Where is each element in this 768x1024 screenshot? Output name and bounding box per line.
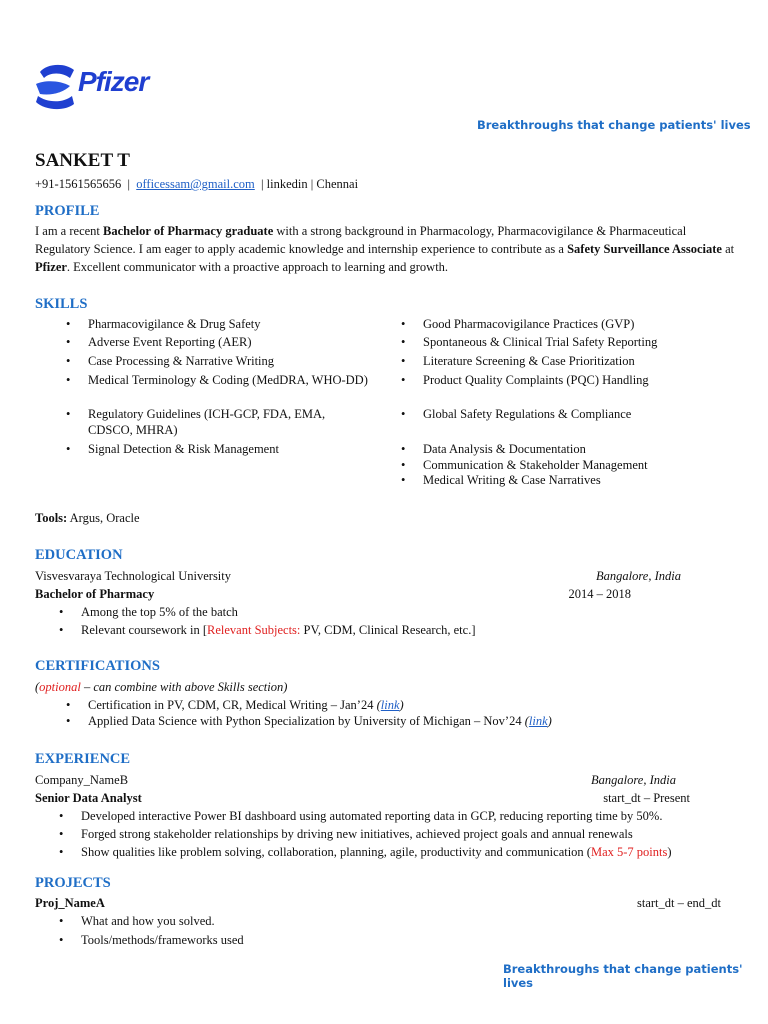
city: Chennai [316, 177, 359, 191]
education-heading: EDUCATION [35, 547, 123, 563]
list-item: • Global Safety Regulations & Compliance [401, 407, 632, 421]
list-item: • Tools/methods/frameworks used [59, 933, 244, 947]
skills-heading: SKILLS [35, 296, 88, 312]
company-name: Company_NameB [35, 773, 129, 787]
experience-dates: start_dt – Present [603, 791, 690, 805]
list-item: • Applied Data Science with Python Specialization by University of Michigan – Nov’24 (link) [66, 714, 552, 728]
cert-link[interactable]: link [528, 714, 548, 728]
list-item: • Developed interactive Power BI dashboard using automated reporting data in GCP, reducing reporting time by 50%. [59, 809, 663, 823]
projects-heading: PROJECTS [35, 875, 111, 891]
list-item: • Relevant coursework in [Relevant Subjects: PV, CDM, Clinical Research, etc.] [59, 623, 476, 637]
list-item: • Pharmacovigilance & Drug Safety [66, 317, 261, 331]
project-dates: start_dt – end_dt [636, 896, 721, 910]
list-item: • Communication & Stakeholder Management [401, 458, 648, 472]
job-title: Senior Data Analyst [35, 791, 142, 805]
list-item: • Case Processing & Narrative Writing [66, 354, 275, 368]
profile-heading: PROFILE [35, 203, 100, 219]
header-tagline: Breakthroughs that change patients' lives [477, 118, 751, 132]
education-dates: 2014 – 2018 [568, 587, 631, 601]
list-item: • Among the top 5% of the batch [59, 605, 238, 619]
list-item: • Data Analysis & Documentation [401, 442, 586, 456]
logo-text: Pfizer [78, 66, 149, 97]
list-item: • Signal Detection & Risk Management [66, 442, 279, 456]
education-location: Bangalore, India [596, 569, 681, 583]
list-item: • Medical Writing & Case Narratives [401, 473, 601, 487]
list-item: • Show qualities like problem solving, collaboration, planning, agile, productivity and communication (Max 5-7 points) [59, 845, 672, 859]
contact-line: +91-1561565656 | officessam@gmail.com | linkedin | Chennai [35, 177, 359, 191]
certifications-heading: CERTIFICATIONS [35, 658, 160, 674]
footer-tagline: Breakthroughs that change patients' lives [503, 962, 743, 990]
experience-location: Bangalore, India [591, 773, 676, 787]
tools-line: Tools: Argus, Oracle [35, 511, 140, 525]
list-item: • Medical Terminology & Coding (MedDRA, WHO-DD) [66, 373, 368, 387]
list-item: • Spontaneous & Clinical Trial Safety Reporting [401, 335, 658, 349]
list-item: • Forged strong stakeholder relationships by driving new initiatives, achieved project goals and annual renewals [59, 827, 633, 841]
email-link[interactable]: officessam@gmail.com [136, 177, 255, 191]
list-item: • Certification in PV, CDM, CR, Medical Writing – Jan’24 (link) [66, 698, 404, 712]
experience-heading: EXPERIENCE [35, 751, 131, 767]
linkedin-link[interactable]: linkedin [266, 177, 308, 191]
cert-link[interactable]: link [380, 698, 400, 712]
list-item: • Good Pharmacovigilance Practices (GVP) [401, 317, 635, 331]
project-name: Proj_NameA [35, 896, 105, 910]
profile-text: I am a recent Bachelor of Pharmacy graduate with a strong background in Pharmacology, Pharmacovigilance & Pharmaceutical Regulatory Science. I am eager to apply academic knowledge and internship experience to contribute as a Safety Surveillance Associate at Pfizer. Excellent communicator with a proactive approach to learning and growth. [35, 224, 735, 274]
degree: Bachelor of Pharmacy [35, 587, 155, 601]
phone: +91-1561565656 [35, 177, 122, 191]
certifications-note: (optional – can combine with above Skills section) [35, 680, 288, 694]
school-name: Visvesvaraya Technological University [35, 569, 232, 583]
list-item: • Adverse Event Reporting (AER) [66, 335, 252, 349]
pfizer-logo [34, 62, 154, 114]
list-item: • Product Quality Complaints (PQC) Handling [401, 373, 649, 387]
pfizer-logo-icon [34, 62, 78, 110]
list-item: • Regulatory Guidelines (ICH-GCP, FDA, EMA, CDSCO, MHRA) [66, 407, 326, 437]
list-item: • What and how you solved. [59, 914, 215, 928]
candidate-name: SANKET T [35, 150, 130, 171]
list-item: • Literature Screening & Case Prioritization [401, 354, 635, 368]
